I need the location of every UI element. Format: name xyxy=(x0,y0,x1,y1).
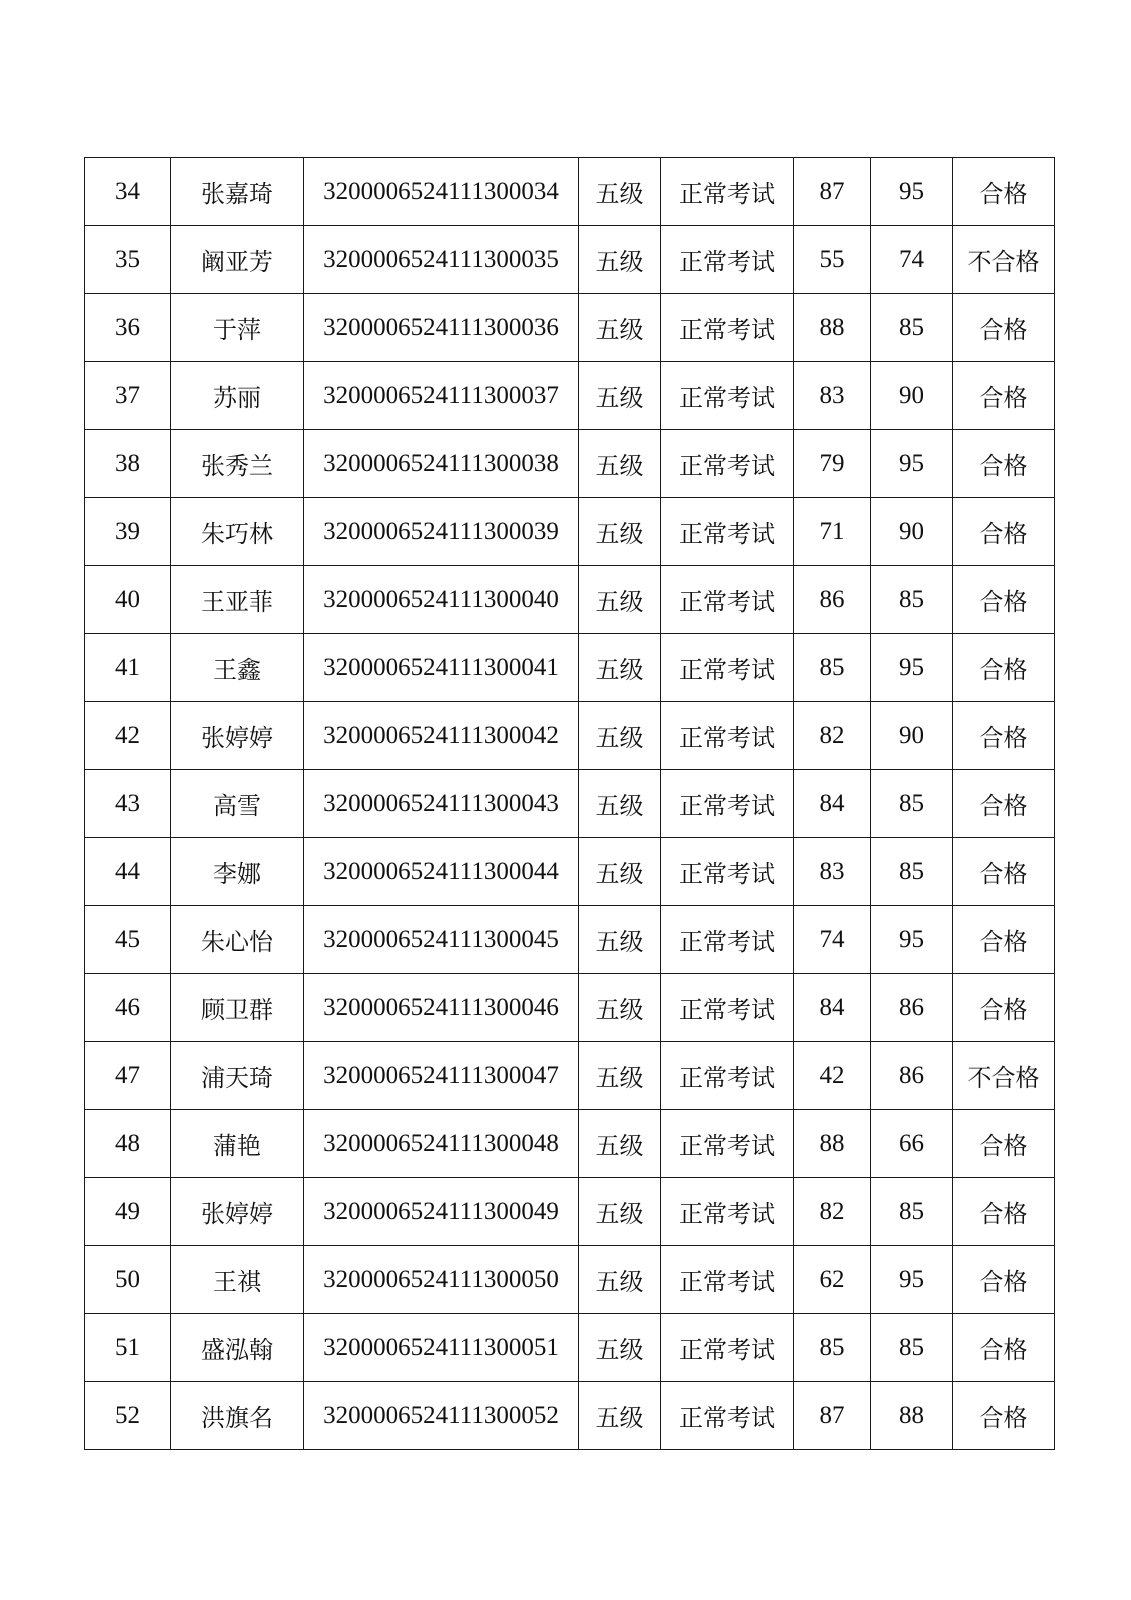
table-row xyxy=(85,1382,1055,1450)
theory-score-cell: 83 xyxy=(794,362,871,430)
certificate-id-cell: 3200006524111300042 xyxy=(304,702,579,770)
exam-type-cell: 正常考试 xyxy=(661,158,794,226)
result-cell: 不合格 xyxy=(953,226,1055,294)
theory-score-cell: 55 xyxy=(794,226,871,294)
result-cell: 合格 xyxy=(953,906,1055,974)
name-cell: 阚亚芳 xyxy=(171,226,304,294)
row-number-cell: 51 xyxy=(85,1314,171,1382)
row-number-cell: 47 xyxy=(85,1042,171,1110)
row-number-cell: 46 xyxy=(85,974,171,1042)
level-cell: 五级 xyxy=(579,1110,661,1178)
level-cell: 五级 xyxy=(579,294,661,362)
practical-score-cell: 85 xyxy=(871,770,953,838)
exam-type-cell: 正常考试 xyxy=(661,634,794,702)
certificate-id-cell: 3200006524111300040 xyxy=(304,566,579,634)
certificate-id-cell: 3200006524111300039 xyxy=(304,498,579,566)
table-row xyxy=(85,566,1055,634)
certificate-id-cell: 3200006524111300036 xyxy=(304,294,579,362)
name-cell: 苏丽 xyxy=(171,362,304,430)
result-cell: 合格 xyxy=(953,566,1055,634)
table-row xyxy=(85,702,1055,770)
name-cell: 高雪 xyxy=(171,770,304,838)
row-number-cell: 34 xyxy=(85,158,171,226)
result-cell: 合格 xyxy=(953,974,1055,1042)
name-cell: 王亚菲 xyxy=(171,566,304,634)
results-table-container xyxy=(84,157,1054,1450)
exam-type-cell: 正常考试 xyxy=(661,1042,794,1110)
level-cell: 五级 xyxy=(579,634,661,702)
certificate-id-cell: 3200006524111300034 xyxy=(304,158,579,226)
exam-type-cell: 正常考试 xyxy=(661,1110,794,1178)
table-row xyxy=(85,430,1055,498)
exam-type-cell: 正常考试 xyxy=(661,702,794,770)
practical-score-cell: 88 xyxy=(871,1382,953,1450)
row-number-cell: 40 xyxy=(85,566,171,634)
exam-type-cell: 正常考试 xyxy=(661,566,794,634)
certificate-id-cell: 3200006524111300035 xyxy=(304,226,579,294)
name-cell: 张嘉琦 xyxy=(171,158,304,226)
name-cell: 盛泓翰 xyxy=(171,1314,304,1382)
certificate-id-cell: 3200006524111300037 xyxy=(304,362,579,430)
table-row xyxy=(85,498,1055,566)
result-cell: 合格 xyxy=(953,1314,1055,1382)
exam-type-cell: 正常考试 xyxy=(661,226,794,294)
table-row xyxy=(85,770,1055,838)
exam-type-cell: 正常考试 xyxy=(661,430,794,498)
result-cell: 合格 xyxy=(953,702,1055,770)
table-row xyxy=(85,226,1055,294)
level-cell: 五级 xyxy=(579,906,661,974)
practical-score-cell: 86 xyxy=(871,1042,953,1110)
exam-type-cell: 正常考试 xyxy=(661,906,794,974)
result-cell: 合格 xyxy=(953,1110,1055,1178)
table-row xyxy=(85,634,1055,702)
practical-score-cell: 90 xyxy=(871,702,953,770)
result-cell: 不合格 xyxy=(953,1042,1055,1110)
exam-type-cell: 正常考试 xyxy=(661,362,794,430)
level-cell: 五级 xyxy=(579,430,661,498)
level-cell: 五级 xyxy=(579,498,661,566)
results-table xyxy=(84,157,1055,1450)
result-cell: 合格 xyxy=(953,1178,1055,1246)
exam-type-cell: 正常考试 xyxy=(661,1382,794,1450)
exam-type-cell: 正常考试 xyxy=(661,1178,794,1246)
name-cell: 洪旗名 xyxy=(171,1382,304,1450)
row-number-cell: 36 xyxy=(85,294,171,362)
certificate-id-cell: 3200006524111300047 xyxy=(304,1042,579,1110)
practical-score-cell: 95 xyxy=(871,1246,953,1314)
theory-score-cell: 84 xyxy=(794,770,871,838)
exam-type-cell: 正常考试 xyxy=(661,770,794,838)
level-cell: 五级 xyxy=(579,1246,661,1314)
certificate-id-cell: 3200006524111300041 xyxy=(304,634,579,702)
name-cell: 蒲艳 xyxy=(171,1110,304,1178)
table-row xyxy=(85,1042,1055,1110)
practical-score-cell: 85 xyxy=(871,294,953,362)
result-cell: 合格 xyxy=(953,634,1055,702)
certificate-id-cell: 3200006524111300048 xyxy=(304,1110,579,1178)
practical-score-cell: 95 xyxy=(871,906,953,974)
table-row xyxy=(85,906,1055,974)
exam-type-cell: 正常考试 xyxy=(661,1246,794,1314)
table-row xyxy=(85,974,1055,1042)
name-cell: 朱心怡 xyxy=(171,906,304,974)
name-cell: 王鑫 xyxy=(171,634,304,702)
result-cell: 合格 xyxy=(953,1246,1055,1314)
table-row xyxy=(85,158,1055,226)
level-cell: 五级 xyxy=(579,566,661,634)
result-cell: 合格 xyxy=(953,1382,1055,1450)
theory-score-cell: 82 xyxy=(794,1178,871,1246)
row-number-cell: 48 xyxy=(85,1110,171,1178)
row-number-cell: 35 xyxy=(85,226,171,294)
theory-score-cell: 85 xyxy=(794,1314,871,1382)
theory-score-cell: 82 xyxy=(794,702,871,770)
exam-type-cell: 正常考试 xyxy=(661,974,794,1042)
row-number-cell: 44 xyxy=(85,838,171,906)
certificate-id-cell: 3200006524111300043 xyxy=(304,770,579,838)
name-cell: 王祺 xyxy=(171,1246,304,1314)
practical-score-cell: 95 xyxy=(871,158,953,226)
exam-type-cell: 正常考试 xyxy=(661,838,794,906)
theory-score-cell: 79 xyxy=(794,430,871,498)
theory-score-cell: 87 xyxy=(794,158,871,226)
certificate-id-cell: 3200006524111300045 xyxy=(304,906,579,974)
certificate-id-cell: 3200006524111300050 xyxy=(304,1246,579,1314)
table-row xyxy=(85,1178,1055,1246)
row-number-cell: 42 xyxy=(85,702,171,770)
theory-score-cell: 71 xyxy=(794,498,871,566)
level-cell: 五级 xyxy=(579,1382,661,1450)
row-number-cell: 49 xyxy=(85,1178,171,1246)
level-cell: 五级 xyxy=(579,770,661,838)
practical-score-cell: 85 xyxy=(871,566,953,634)
name-cell: 张婷婷 xyxy=(171,702,304,770)
name-cell: 朱巧林 xyxy=(171,498,304,566)
level-cell: 五级 xyxy=(579,158,661,226)
level-cell: 五级 xyxy=(579,974,661,1042)
name-cell: 李娜 xyxy=(171,838,304,906)
practical-score-cell: 85 xyxy=(871,1314,953,1382)
level-cell: 五级 xyxy=(579,702,661,770)
result-cell: 合格 xyxy=(953,362,1055,430)
level-cell: 五级 xyxy=(579,838,661,906)
name-cell: 张婷婷 xyxy=(171,1178,304,1246)
certificate-id-cell: 3200006524111300038 xyxy=(304,430,579,498)
theory-score-cell: 86 xyxy=(794,566,871,634)
exam-type-cell: 正常考试 xyxy=(661,294,794,362)
row-number-cell: 52 xyxy=(85,1382,171,1450)
practical-score-cell: 90 xyxy=(871,498,953,566)
result-cell: 合格 xyxy=(953,430,1055,498)
row-number-cell: 50 xyxy=(85,1246,171,1314)
certificate-id-cell: 3200006524111300049 xyxy=(304,1178,579,1246)
result-cell: 合格 xyxy=(953,294,1055,362)
name-cell: 张秀兰 xyxy=(171,430,304,498)
practical-score-cell: 74 xyxy=(871,226,953,294)
practical-score-cell: 85 xyxy=(871,838,953,906)
practical-score-cell: 95 xyxy=(871,634,953,702)
row-number-cell: 45 xyxy=(85,906,171,974)
theory-score-cell: 74 xyxy=(794,906,871,974)
theory-score-cell: 87 xyxy=(794,1382,871,1450)
certificate-id-cell: 3200006524111300051 xyxy=(304,1314,579,1382)
theory-score-cell: 88 xyxy=(794,294,871,362)
table-row xyxy=(85,294,1055,362)
table-row xyxy=(85,838,1055,906)
certificate-id-cell: 3200006524111300044 xyxy=(304,838,579,906)
level-cell: 五级 xyxy=(579,226,661,294)
practical-score-cell: 66 xyxy=(871,1110,953,1178)
table-row xyxy=(85,1110,1055,1178)
theory-score-cell: 85 xyxy=(794,634,871,702)
table-row xyxy=(85,1246,1055,1314)
theory-score-cell: 42 xyxy=(794,1042,871,1110)
exam-type-cell: 正常考试 xyxy=(661,1314,794,1382)
name-cell: 浦天琦 xyxy=(171,1042,304,1110)
practical-score-cell: 85 xyxy=(871,1178,953,1246)
practical-score-cell: 95 xyxy=(871,430,953,498)
row-number-cell: 37 xyxy=(85,362,171,430)
result-cell: 合格 xyxy=(953,158,1055,226)
row-number-cell: 41 xyxy=(85,634,171,702)
level-cell: 五级 xyxy=(579,362,661,430)
table-body xyxy=(85,158,1055,1450)
result-cell: 合格 xyxy=(953,770,1055,838)
theory-score-cell: 84 xyxy=(794,974,871,1042)
practical-score-cell: 86 xyxy=(871,974,953,1042)
exam-type-cell: 正常考试 xyxy=(661,498,794,566)
level-cell: 五级 xyxy=(579,1178,661,1246)
practical-score-cell: 90 xyxy=(871,362,953,430)
level-cell: 五级 xyxy=(579,1314,661,1382)
level-cell: 五级 xyxy=(579,1042,661,1110)
table-row xyxy=(85,1314,1055,1382)
theory-score-cell: 83 xyxy=(794,838,871,906)
name-cell: 顾卫群 xyxy=(171,974,304,1042)
result-cell: 合格 xyxy=(953,498,1055,566)
row-number-cell: 38 xyxy=(85,430,171,498)
result-cell: 合格 xyxy=(953,838,1055,906)
certificate-id-cell: 3200006524111300052 xyxy=(304,1382,579,1450)
theory-score-cell: 88 xyxy=(794,1110,871,1178)
row-number-cell: 43 xyxy=(85,770,171,838)
theory-score-cell: 62 xyxy=(794,1246,871,1314)
table-row xyxy=(85,362,1055,430)
certificate-id-cell: 3200006524111300046 xyxy=(304,974,579,1042)
name-cell: 于萍 xyxy=(171,294,304,362)
row-number-cell: 39 xyxy=(85,498,171,566)
